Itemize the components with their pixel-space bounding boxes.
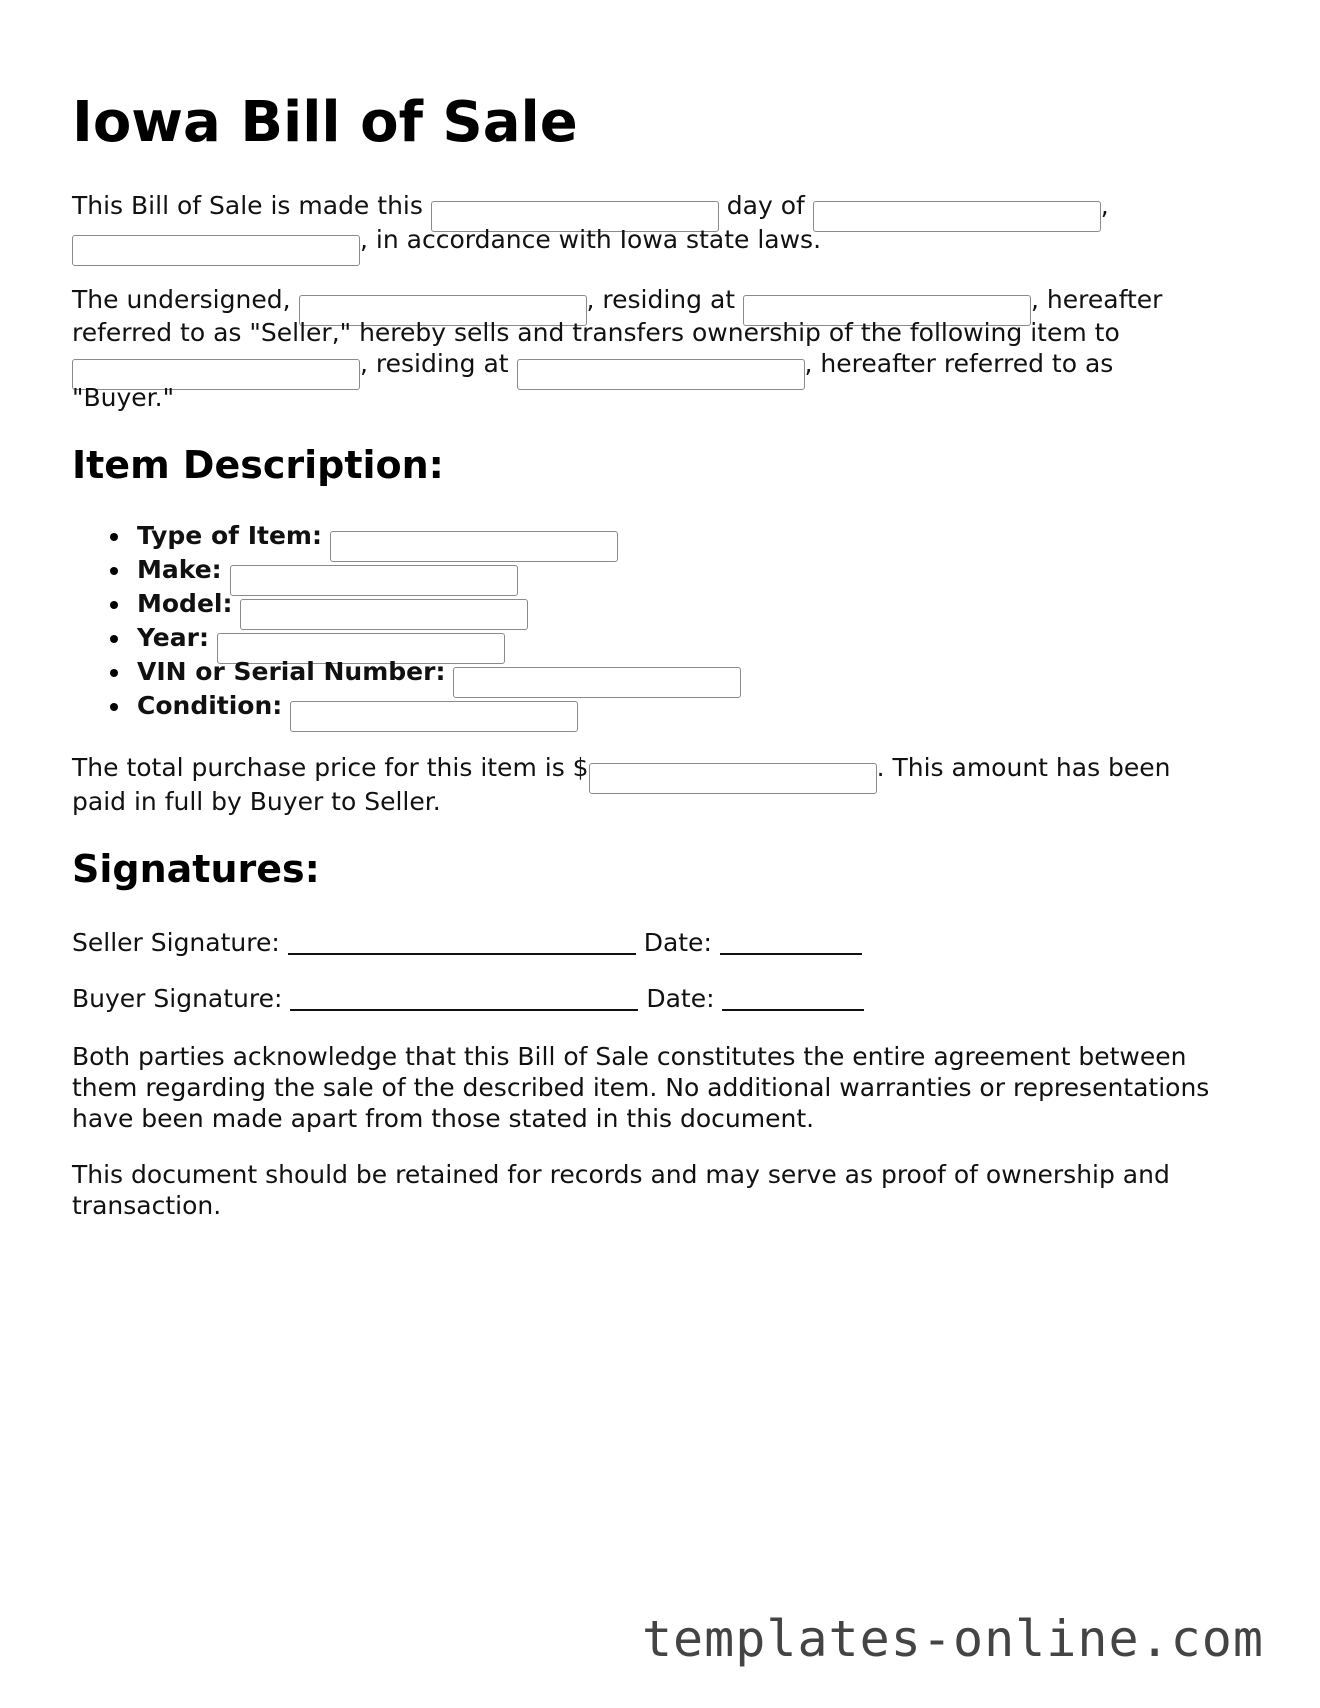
item-list: [72, 519, 741, 723]
intro-line-2: [72, 223, 821, 266]
bullet-icon: [110, 567, 118, 575]
month-field[interactable]: [813, 201, 1101, 232]
item-label: VIN or Serial Number:: [137, 657, 446, 686]
list-item: [72, 587, 741, 621]
bullet-icon: [110, 601, 118, 609]
watermark-text: templates-online.com: [641, 1610, 1264, 1668]
parties-text: "Buyer.": [72, 383, 175, 412]
item-label: Model:: [137, 589, 233, 618]
parties-text: , residing at: [586, 285, 736, 314]
item-label: Year:: [137, 623, 209, 652]
buyer-date-line[interactable]: [722, 987, 864, 1011]
buyer-signature-line[interactable]: [290, 987, 638, 1011]
seller-signature-row: [72, 926, 862, 960]
buyer-address-field[interactable]: [517, 359, 805, 390]
item-label: Condition:: [137, 691, 283, 720]
year-field[interactable]: [72, 235, 360, 266]
page-title: Iowa Bill of Sale: [72, 90, 578, 155]
parties-text: , hereafter referred to as: [804, 349, 1114, 378]
seller-date-label: Date:: [643, 928, 712, 957]
seller-signature-label: Seller Signature:: [72, 928, 280, 957]
seller-date-line[interactable]: [720, 931, 862, 955]
list-item: [72, 655, 741, 689]
intro-text: This Bill of Sale is made this: [72, 191, 423, 220]
seller-signature-line[interactable]: [288, 931, 636, 955]
price-text: The total purchase price for this item is $: [72, 753, 589, 782]
list-item: [72, 621, 741, 655]
price-text: . This amount has been: [876, 753, 1171, 782]
bullet-icon: [110, 669, 118, 677]
parties-line-3: [72, 347, 1113, 390]
retention-paragraph: This document should be retained for records and may serve as proof of ownership and transaction.: [72, 1160, 1170, 1220]
item-description-heading: Item Description:: [72, 443, 444, 487]
bullet-icon: [110, 533, 118, 541]
parties-line-4: [72, 381, 174, 415]
parties-text: referred to as "Seller," hereby sells and transfers ownership of the following item to: [72, 318, 1120, 347]
buyer-signature-row: [72, 982, 864, 1016]
parties-text: , residing at: [360, 349, 509, 378]
buyer-signature-label: Buyer Signature:: [72, 984, 283, 1013]
item-label: Type of Item:: [137, 521, 322, 550]
buyer-date-label: Date:: [646, 984, 715, 1013]
intro-text: , in accordance with Iowa state laws.: [360, 225, 822, 254]
condition-field[interactable]: [290, 701, 578, 732]
item-label: Make:: [137, 555, 222, 584]
list-item: [72, 519, 741, 553]
list-item: [72, 553, 741, 587]
intro-text: day of: [726, 191, 805, 220]
bullet-icon: [110, 703, 118, 711]
parties-line-2: [72, 316, 1120, 350]
signatures-heading: Signatures:: [72, 847, 320, 891]
intro-text: ,: [1100, 191, 1109, 220]
parties-text: , hereafter: [1031, 285, 1163, 314]
acknowledgement-paragraph: Both parties acknowledge that this Bill of Sale constitutes the entire agreement between them regarding the sale of the described item. No additional warranties or representations have been made apart from those stated in this document.: [72, 1042, 1210, 1133]
price-text: paid in full by Buyer to Seller.: [72, 787, 441, 816]
parties-text: The undersigned,: [72, 285, 291, 314]
price-line-2: [72, 785, 441, 819]
purchase-price-field[interactable]: [589, 763, 877, 794]
list-item: [72, 689, 741, 723]
bullet-icon: [110, 635, 118, 643]
